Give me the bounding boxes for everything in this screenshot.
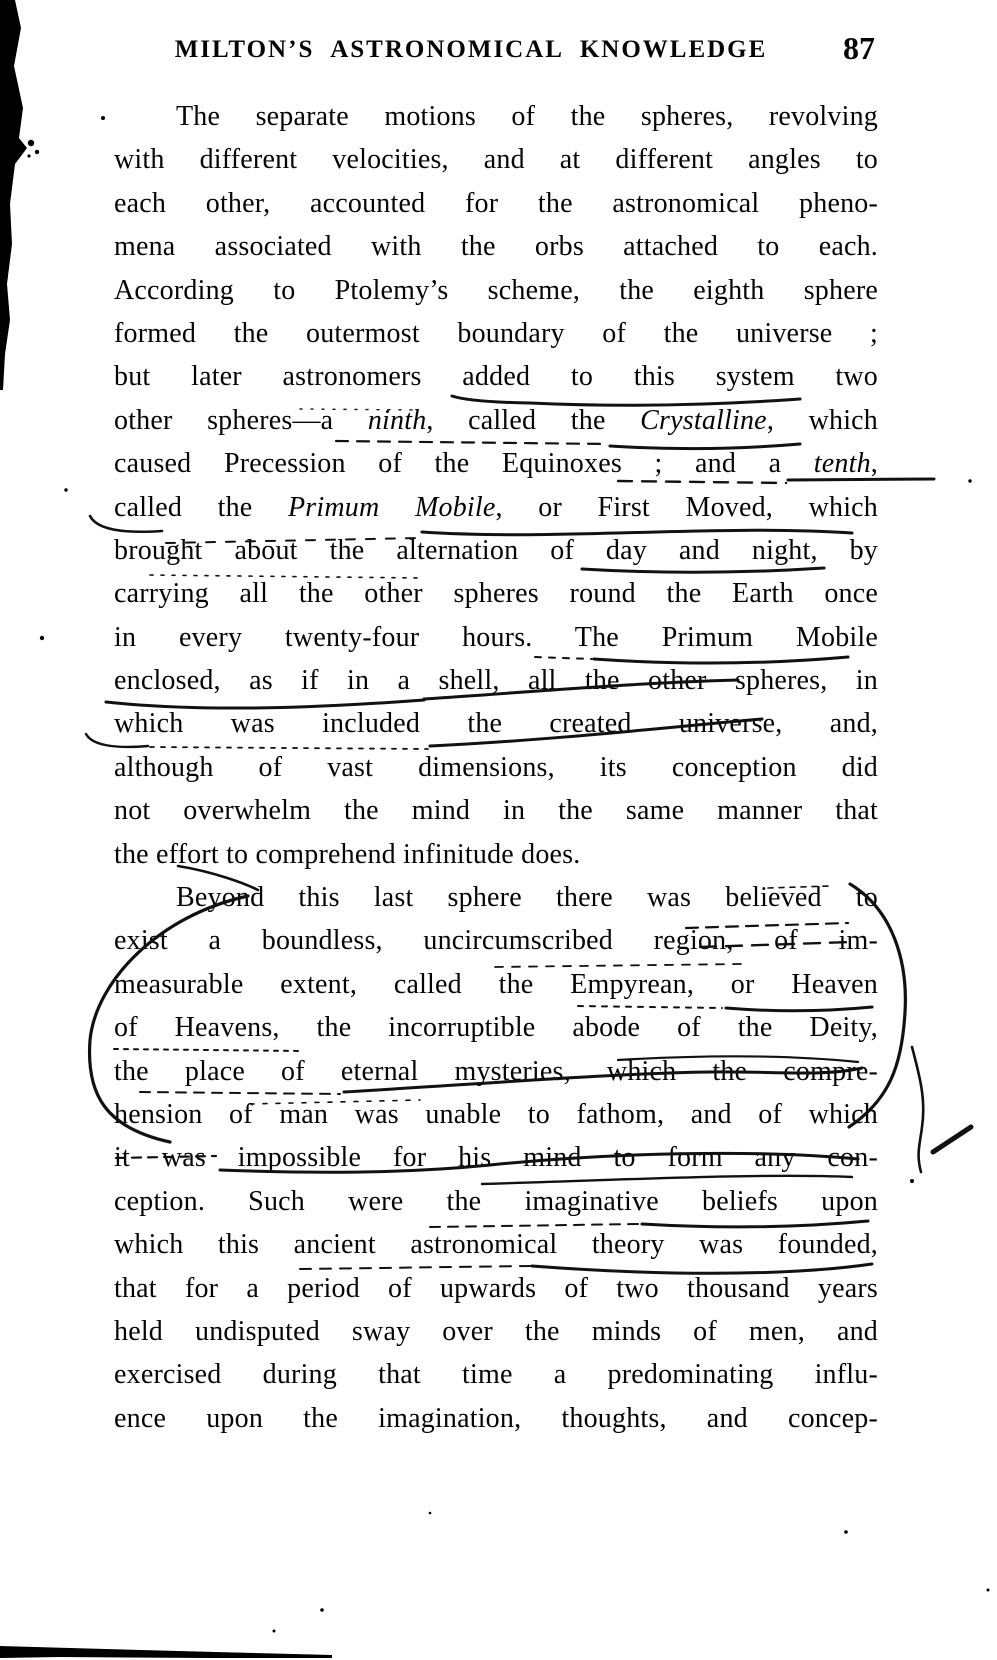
text-line: carrying all the other spheres round the Earth once <box>114 578 878 610</box>
text-line: hension of man was unable to fathom, and of which <box>114 1098 878 1130</box>
text-line: with different velocities, and at different angles to <box>114 144 878 176</box>
text-line: caused Precession of the Equinoxes ; and a tenth, <box>114 448 878 480</box>
text-line: ception. Such were the imaginative beliefs upon <box>114 1185 878 1217</box>
text-line: called the Primum Mobile, or First Moved, which <box>114 491 879 523</box>
pencil-margin-wavy-line <box>912 1047 923 1172</box>
text-line: which was included the created universe, and, <box>114 708 878 740</box>
binding-shadow <box>0 0 39 390</box>
text-line: of Heavens, the incorruptible abode of the Deity, <box>114 1012 878 1044</box>
text-line: which this ancient astronomical theory was founded, <box>114 1229 878 1261</box>
text-line: each other, accounted for the astronomical pheno- <box>114 187 878 219</box>
text-line: mena associated with the orbs attached to each. <box>114 231 878 263</box>
text-line: exist a boundless, uncircumscribed region, of im- <box>114 925 878 957</box>
text-line: other spheres—a ninth, called the Crystalline, which <box>114 404 878 436</box>
text-line: Beyond this last sphere there was believed to <box>176 882 878 914</box>
text-line: According to Ptolemy’s scheme, the eighth sphere <box>114 274 878 306</box>
text-line: formed the outermost boundary of the universe ; <box>114 317 878 349</box>
page-body <box>114 95 878 1440</box>
text-line: the place of eternal mysteries, which the compre- <box>114 1055 878 1087</box>
text-line: enclosed, as if in a shell, all the other spheres, in <box>114 665 878 697</box>
text-line: ence upon the imagination, thoughts, and concep- <box>114 1402 878 1434</box>
text-line: although of vast dimensions, its conception did <box>114 751 878 783</box>
text-line: exercised during that time a predominating influ- <box>114 1359 878 1391</box>
text-line: The separate motions of the spheres, revolving <box>176 101 878 132</box>
page-number: 87 <box>843 30 875 66</box>
text-line: held undisputed sway over the minds of men, and <box>114 1315 878 1347</box>
running-header: MILTON’S ASTRONOMICAL KNOWLEDGE <box>174 36 768 63</box>
bottom-scan-bar <box>0 1646 332 1658</box>
text-line: but later astronomers added to this system two <box>114 361 878 393</box>
text-line: it was impossible for his mind to form any con- <box>114 1142 878 1174</box>
text-line: not overwhelm the mind in the same manner that <box>114 795 878 827</box>
text-line: measurable extent, called the Empyrean, or Heaven <box>114 968 878 1000</box>
text-line: that for a period of upwards of two thousand years <box>114 1272 878 1304</box>
pencil-margin-tick <box>933 1127 971 1152</box>
text-line: the effort to comprehend infinitude does. <box>114 838 581 870</box>
text-line: brought about the alternation of day and night, by <box>114 534 878 566</box>
text-line: in every twenty-four hours. The Primum Mobile <box>114 621 878 653</box>
